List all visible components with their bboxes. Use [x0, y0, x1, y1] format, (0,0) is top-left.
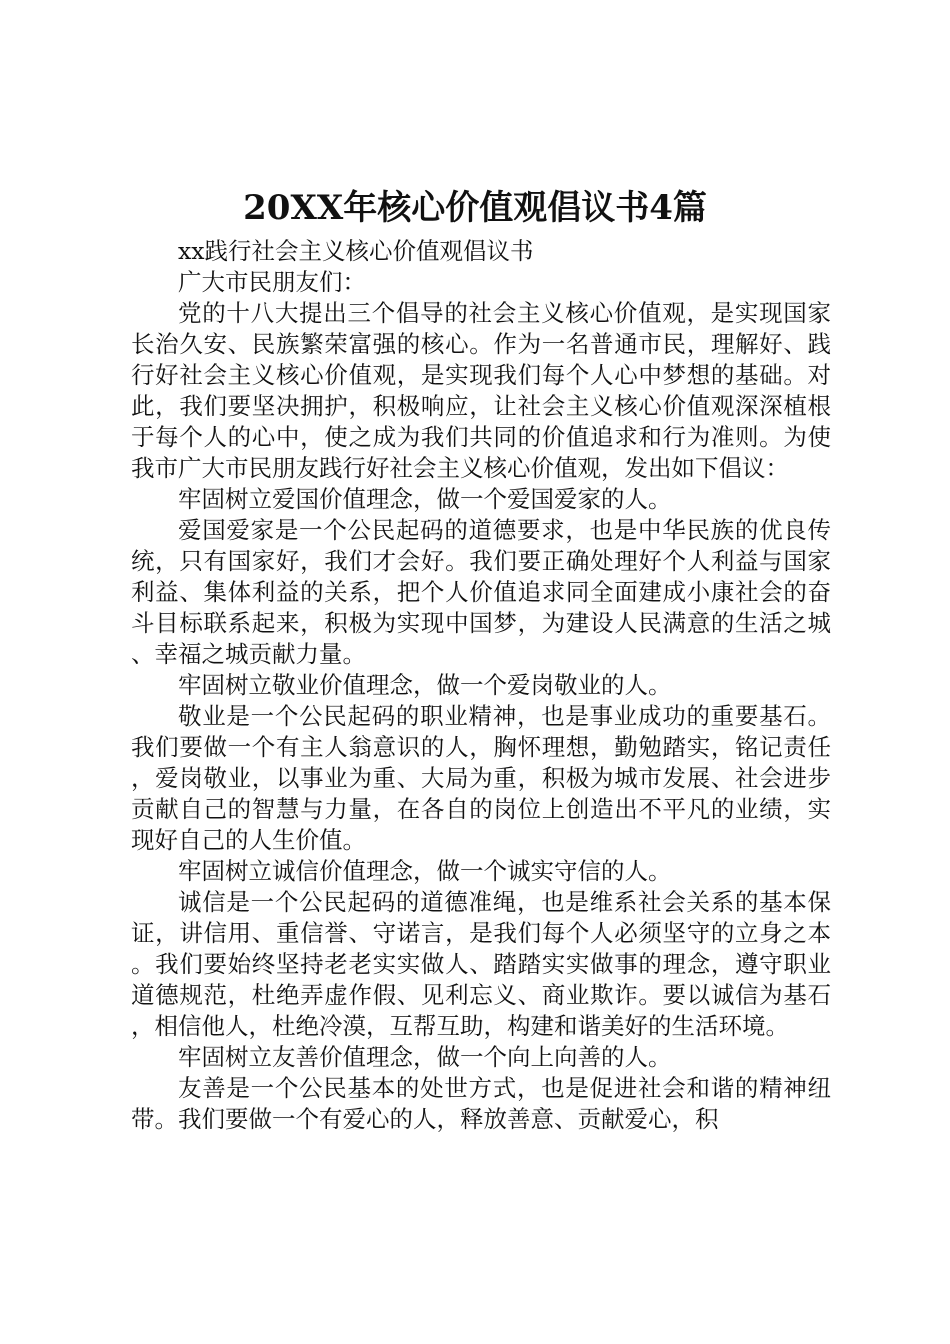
- document-title: 20XX年核心价值观倡议书4篇: [243, 188, 707, 228]
- section-heading-patriotism: 牢固树立爱国价值理念，做一个爱国爱家的人。: [178, 485, 672, 513]
- body-paragraph: 友善是一个公民基本的处世方式，也是促进社会和谐的精神纽带。我们要做一个有爱心的人，释放善意、贡献爱心，积: [131, 1074, 831, 1133]
- body-paragraph: 爱国爱家是一个公民起码的道德要求，也是中华民族的优良传统，只有国家好，我们才会好。我们要正确处理好个人利益与国家利益、集体利益的关系，把个人价值追求同全面建成小康社会的奋斗目标联系起来，积极为实现中国梦，为建设人民满意的生活之城、幸福之城贡献力量。: [131, 516, 831, 668]
- salutation-paragraph: 广大市民朋友们：: [178, 268, 366, 296]
- body-paragraph: 诚信是一个公民起码的道德准绳，也是维系社会关系的基本保证，讲信用、重信誉、守诺言，是我们每个人必须坚守的立身之本。我们要始终坚持老老实实做人、踏踏实实做事的理念，遵守职业道德规范，杜绝弄虚作假、见利忘义、商业欺诈。要以诚信为基石，相信他人，杜绝冷漠，互帮互助，构建和谐美好的生活环境。: [131, 888, 831, 1040]
- document-body: [131, 236, 831, 1135]
- section-heading-integrity: 牢固树立诚信价值理念，做一个诚实守信的人。: [178, 857, 672, 885]
- body-paragraph: 敬业是一个公民起码的职业精神，也是事业成功的重要基石。我们要做一个有主人翁意识的人，胸怀理想，勤勉踏实，铭记责任，爱岗敬业，以事业为重、大局为重，积极为城市发展、社会进步贡献自己的智慧与力量，在各自的岗位上创造出不平凡的业绩，实现好自己的人生价值。: [131, 702, 831, 854]
- body-paragraph: 党的十八大提出三个倡导的社会主义核心价值观，是实现国家长治久安、民族繁荣富强的核心。作为一名普通市民，理解好、践行好社会主义核心价值观，是实现我们每个人心中梦想的基础。对此，我们要坚决拥护，积极响应，让社会主义核心价值观深深植根于每个人的心中，使之成为我们共同的价值追求和行为准则。为使我市广大市民朋友践行好社会主义核心价值观，发出如下倡议：: [131, 299, 831, 482]
- section-heading-dedication: 牢固树立敬业价值理念，做一个爱岗敬业的人。: [178, 671, 672, 699]
- subtitle-paragraph: xx践行社会主义核心价值观倡议书: [178, 237, 534, 265]
- section-heading-friendliness: 牢固树立友善价值理念，做一个向上向善的人。: [178, 1043, 672, 1071]
